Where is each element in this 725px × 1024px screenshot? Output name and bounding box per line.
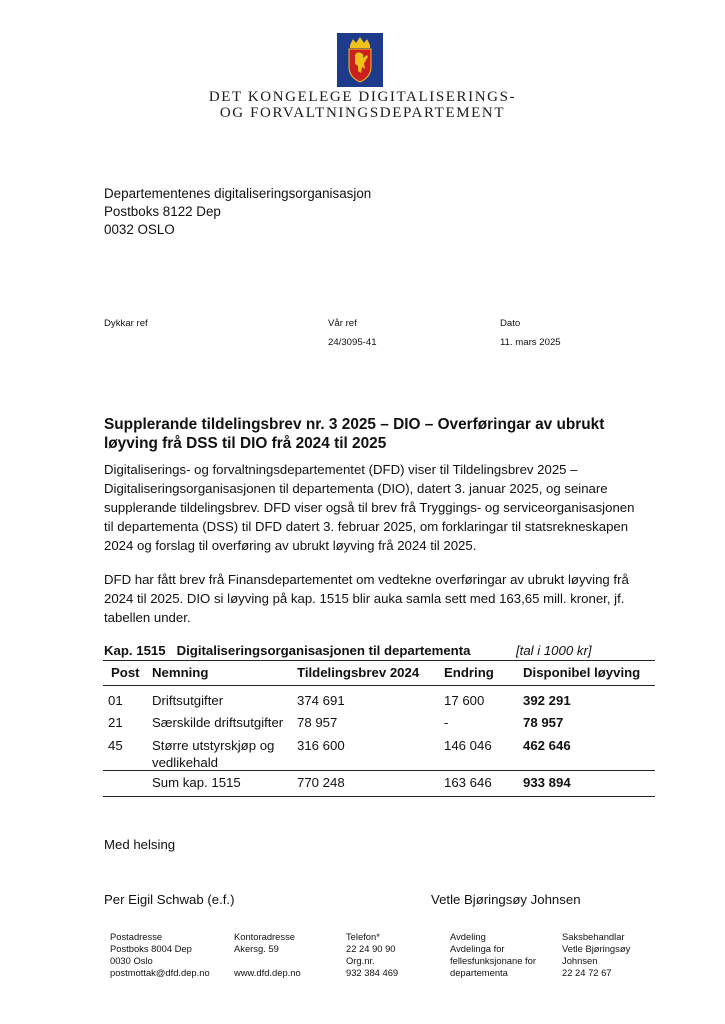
table-unit: [tal i 1000 kr]	[516, 643, 592, 658]
footer-line: Org.nr.	[346, 955, 375, 966]
our-ref-value: 24/3095-41	[328, 337, 377, 348]
header-name: Nemning	[152, 665, 209, 680]
footer-line: fellesfunksjonane for	[450, 955, 536, 966]
recipient-address	[104, 185, 371, 239]
header-change: Endring	[444, 665, 494, 680]
row-post: 21	[108, 715, 123, 730]
footer-line: departementa	[450, 967, 508, 978]
footer-line: Postadresse	[110, 931, 163, 942]
row-change: -	[444, 715, 449, 730]
table-rule-bottom	[103, 796, 655, 797]
footer-postal	[110, 931, 210, 979]
footer-spacer	[234, 955, 301, 967]
paragraph-line: Digitaliserings- og forvaltningsdepartementet (DFD) viser til Tildelingsbrev 2025 –	[104, 462, 578, 477]
footer-office	[234, 931, 301, 979]
paragraph-line: tabellen under.	[104, 610, 191, 625]
footer-line: Avdelinga for	[450, 943, 505, 954]
row-grant: 78 957	[297, 715, 338, 730]
paragraph-line: Digitaliseringsorganisasjonen til departementa (DIO), datert 3. januar 2025, og seinare	[104, 481, 608, 496]
your-ref-label: Dykkar ref	[104, 318, 148, 329]
title-line: Supplerande tildelingsbrev nr. 3 2025 – DIO – Overføringar av ubrukt	[104, 416, 605, 433]
paragraph-line: 2024 til 2025. DIO si løyving på kap. 1515 blir auka samla sett med 163,65 mill. kroner, jf.	[104, 591, 625, 606]
row-name: Driftsutgifter	[152, 693, 224, 708]
table-title: Kap. 1515 Digitaliseringsorganisasjonen til departementa	[104, 643, 471, 658]
date-label: Dato	[500, 318, 521, 329]
sum-grant: 770 248	[297, 775, 345, 790]
greeting: Med helsing	[104, 837, 176, 852]
footer-web-link[interactable]: www.dfd.dep.no	[234, 967, 301, 978]
header-grant: Tildelingsbrev 2024	[297, 665, 420, 680]
footer-phone	[346, 931, 398, 979]
footer-line: Johnsen	[562, 955, 598, 966]
signer-1: Per Eigil Schwab (e.f.)	[104, 892, 235, 907]
footer-line: Avdeling	[450, 931, 486, 942]
sum-available: 933 894	[523, 775, 571, 790]
paragraph-line: DFD har fått brev frå Finansdepartementet om vedtekne overføringar av ubrukt løyving frå	[104, 572, 629, 587]
row-post: 45	[108, 738, 123, 753]
department-name-line2: OG FORVALTNINGSDEPARTEMENT	[219, 105, 506, 121]
row-available: 392 291	[523, 693, 571, 708]
recipient-line: 0032 OSLO	[104, 222, 175, 237]
paragraph-1	[104, 460, 644, 555]
coat-of-arms-icon	[337, 33, 383, 87]
row-post: 01	[108, 693, 123, 708]
date-value: 11. mars 2025	[500, 337, 561, 348]
footer-line: 932 384 469	[346, 967, 399, 978]
paragraph-line: 2024 og forslag til overføring av ubrukt løyving frå 2024 til 2025.	[104, 538, 477, 553]
row-grant: 374 691	[297, 693, 345, 708]
row-name: Særskilde driftsutgifter	[152, 715, 284, 730]
department-name-line1: DET KONGELEGE DIGITALISERINGS-	[208, 89, 517, 105]
row-change: 146 046	[444, 738, 492, 753]
table-rule-header	[103, 685, 655, 686]
footer-line: Kontoradresse	[234, 931, 295, 942]
paragraph-line: supplerande tildelingsbrev. DFD viser også til brev frå Tryggings- og serviceorganisasjonen	[104, 500, 635, 515]
footer-line: Telefon*	[346, 931, 380, 942]
sum-name: Sum kap. 1515	[152, 775, 241, 790]
footer-line: Vetle Bjøringsøy	[562, 943, 631, 954]
paragraph-line: til departementa (DSS) til DFD datert 3. februar 2025, om forklaringar til statsrekneskapen	[104, 519, 629, 534]
footer-line: Saksbehandlar	[562, 931, 625, 942]
footer-line: 0030 Oslo	[110, 955, 153, 966]
header-post: Post	[111, 665, 140, 680]
letter-title	[104, 415, 644, 453]
table-rule-sum	[103, 770, 655, 771]
header-available: Disponibel løyving	[523, 665, 641, 680]
row-grant: 316 600	[297, 738, 345, 753]
table-rule-top	[103, 660, 655, 661]
title-line: løyving frå DSS til DIO frå 2024 til 2025	[104, 435, 387, 452]
row-available: 462 646	[523, 738, 571, 753]
footer-line: 22 24 90 90	[346, 943, 396, 954]
footer-line: 22 24 72 67	[562, 967, 612, 978]
row-available: 78 957	[523, 715, 564, 730]
row-name-cont: vedlikehald	[152, 755, 218, 770]
our-ref-label: Vår ref	[328, 318, 357, 329]
recipient-line: Postboks 8122 Dep	[104, 204, 221, 219]
row-change: 17 600	[444, 693, 485, 708]
row-name: Større utstyrskjøp og	[152, 738, 275, 753]
signer-2: Vetle Bjøringsøy Johnsen	[431, 892, 581, 907]
footer-case-officer	[562, 931, 630, 979]
footer-email-link[interactable]: postmottak@dfd.dep.no	[110, 967, 210, 978]
footer-line: Akersg. 59	[234, 943, 279, 954]
footer-department	[450, 931, 536, 979]
footer-line: Postboks 8004 Dep	[110, 943, 192, 954]
sum-change: 163 646	[444, 775, 492, 790]
recipient-line: Departementenes digitaliseringsorganisasjon	[104, 186, 372, 201]
paragraph-2	[104, 570, 644, 627]
